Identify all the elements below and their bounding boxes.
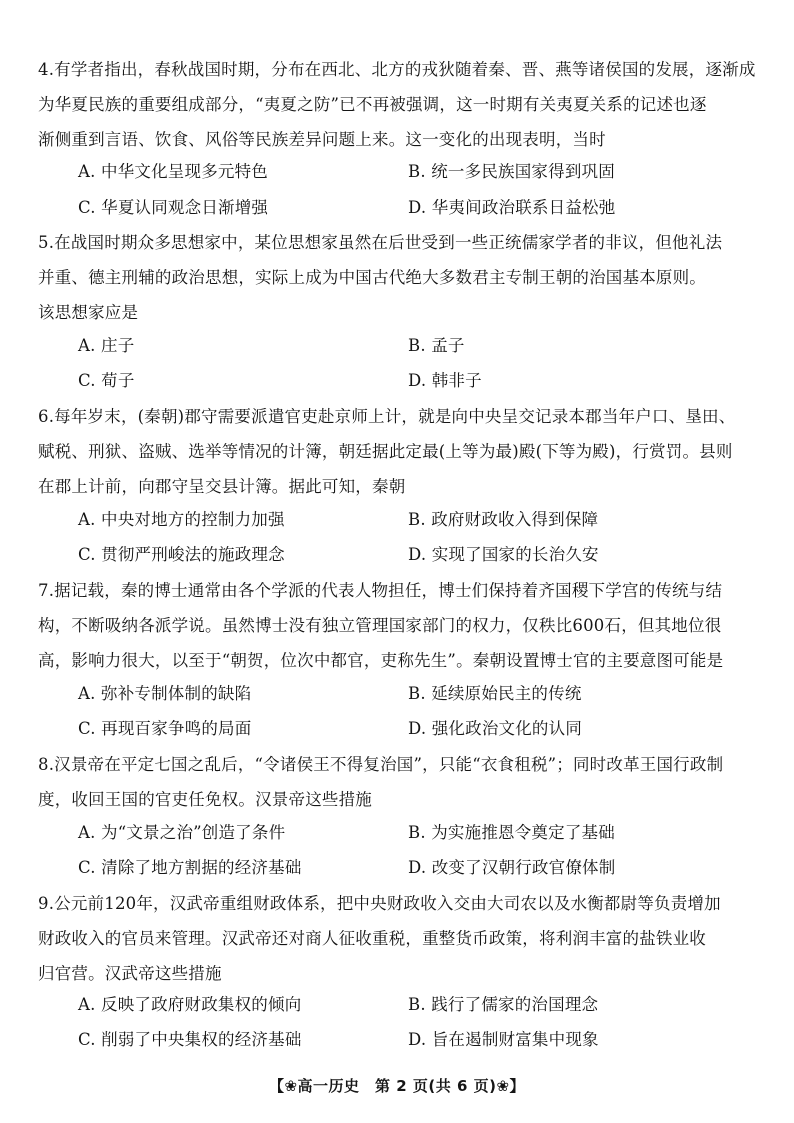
question-5-stem xyxy=(38,225,754,330)
option-b[interactable]: B. 为实施推恩令奠定了基础 xyxy=(408,823,615,842)
option-b[interactable]: B. 延续原始民主的传统 xyxy=(408,684,582,703)
question-4-stem xyxy=(38,52,754,157)
option-d[interactable]: D. 旨在遏制财富集中现象 xyxy=(408,1030,599,1049)
option-b[interactable]: B. 统一多民族国家得到巩固 xyxy=(408,162,615,181)
stem-line: 9.公元前120年，汉武帝重组财政体系，把中央财政收入交由大司农以及水衡都尉等负责增加 xyxy=(38,894,721,913)
option-b[interactable]: B. 孟子 xyxy=(408,336,465,355)
question-6-stem xyxy=(38,399,754,504)
stem-line: 赋税、刑狱、盗贼、选举等情况的计簿，朝廷据此定最(上等为最)殿(下等为殿)，行赏罚。县则 xyxy=(38,442,733,461)
stem-line: 该思想家应是 xyxy=(38,303,139,322)
option-a[interactable]: A. 为“文景之治”创造了条件 xyxy=(78,823,286,842)
stem-line: 归官营。汉武帝这些措施 xyxy=(38,964,222,983)
option-d[interactable]: D. 强化政治文化的认同 xyxy=(408,719,583,738)
option-a[interactable]: A. 中央对地方的控制力加强 xyxy=(78,510,285,529)
option-c[interactable]: C. 荀子 xyxy=(78,371,135,390)
option-a[interactable]: A. 反映了政府财政集权的倾向 xyxy=(78,995,302,1014)
option-d[interactable]: D. 华夷间政治联系日益松弛 xyxy=(408,198,616,217)
option-a[interactable]: A. 弥补专制体制的缺陷 xyxy=(78,684,252,703)
question-8-stem xyxy=(38,747,754,817)
stem-line: 6.每年岁末，(秦朝)郡守需要派遣官吏赴京师上计，就是向中央呈交记录本郡当年户口、垦田、 xyxy=(38,407,736,426)
stem-line: 在郡上计前，向郡守呈交县计簿。据此可知，秦朝 xyxy=(38,477,406,496)
option-c[interactable]: C. 贯彻严刑峻法的施政理念 xyxy=(78,545,285,564)
stem-line: 7.据记载，秦的博士通常由各个学派的代表人物担任，博士们保持着齐国稷下学宫的传统与结 xyxy=(38,581,723,600)
stem-line: 4.有学者指出，春秋战国时期，分布在西北、北方的戎狄随着秦、晋、燕等诸侯国的发展，逐渐成 xyxy=(38,60,756,79)
option-d[interactable]: D. 实现了国家的长治久安 xyxy=(408,545,599,564)
option-c[interactable]: C. 华夏认同观念日渐增强 xyxy=(78,198,269,217)
option-b[interactable]: B. 践行了儒家的治国理念 xyxy=(408,995,599,1014)
stem-line: 高，影响力很大，以至于“朝贺，位次中都官，吏称先生”。秦朝设置博士官的主要意图可能是 xyxy=(38,651,724,670)
option-a[interactable]: A. 中华文化呈现多元特色 xyxy=(78,162,269,181)
page-footer: 【❀高一历史 第 2 页(共 6 页)❀】 xyxy=(268,1077,526,1095)
question-7-stem xyxy=(38,573,754,678)
option-c[interactable]: C. 再现百家争鸣的局面 xyxy=(78,719,252,738)
stem-line: 并重、德主刑辅的政治思想，实际上成为中国古代绝大多数君主专制王朝的治国基本原则。 xyxy=(38,268,706,287)
stem-line: 度，收回王国的官吏任免权。汉景帝这些措施 xyxy=(38,790,372,809)
stem-line: 为华夏民族的重要组成部分，“夷夏之防”已不再被强调，这一时期有关夷夏关系的记述也逐 xyxy=(38,95,707,114)
option-c[interactable]: C. 清除了地方割据的经济基础 xyxy=(78,858,302,877)
option-c[interactable]: C. 削弱了中央集权的经济基础 xyxy=(78,1030,302,1049)
stem-line: 5.在战国时期众多思想家中，某位思想家虽然在后世受到一些正统儒家学者的非议，但他礼法 xyxy=(38,233,723,252)
option-b[interactable]: B. 政府财政收入得到保障 xyxy=(408,510,599,529)
stem-line: 构，不断吸纳各派学说。虽然博士没有独立管理国家部门的权力，仅秩比600石，但其地位很 xyxy=(38,616,722,635)
option-d[interactable]: D. 改变了汉朝行政官僚体制 xyxy=(408,858,616,877)
option-a[interactable]: A. 庄子 xyxy=(78,336,135,355)
option-d[interactable]: D. 韩非子 xyxy=(408,371,482,390)
stem-line: 渐侧重到言语、饮食、风俗等民族差异问题上来。这一变化的出现表明，当时 xyxy=(38,130,606,149)
question-9-stem xyxy=(38,886,754,991)
stem-line: 8.汉景帝在平定七国之乱后，“令诸侯王不得复治国”，只能“衣食租税”；同时改革王国行政制 xyxy=(38,755,724,774)
stem-line: 财政收入的官员来管理。汉武帝还对商人征收重税，重整货币政策，将利润丰富的盐铁业收 xyxy=(38,929,706,948)
